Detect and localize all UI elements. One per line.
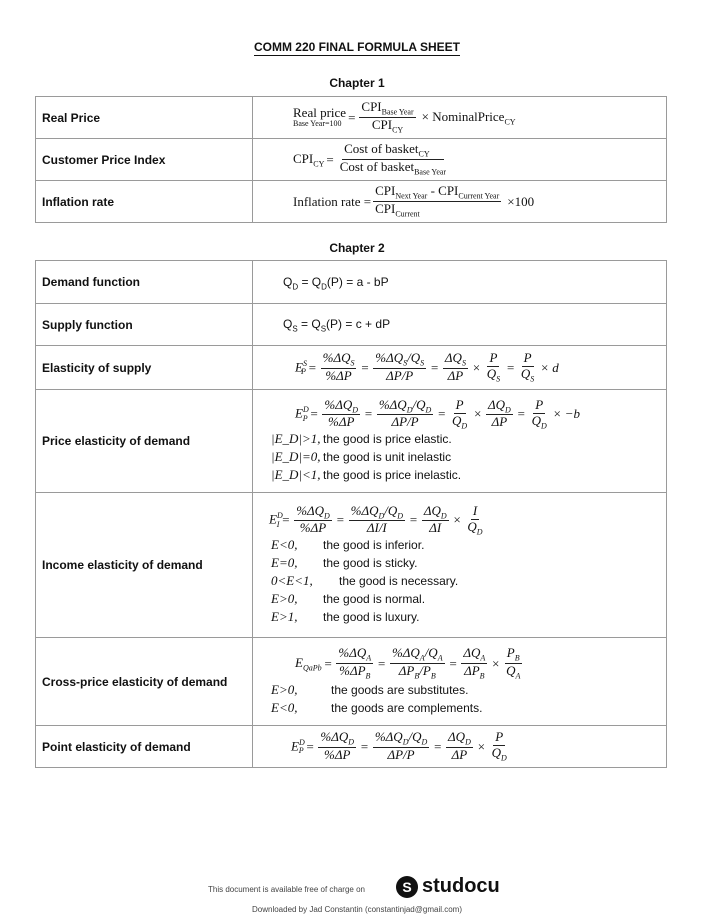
list-item: E>0, the good is normal. xyxy=(271,591,426,607)
table-row xyxy=(36,304,667,346)
row-label: Demand function xyxy=(36,261,253,304)
list-item: E=0, the good is sticky. xyxy=(271,555,418,571)
chapter-2-table xyxy=(35,260,667,768)
chapter-1-table xyxy=(35,96,667,223)
row-label: Income elasticity of demand xyxy=(36,493,253,638)
availability-note: This document is available free of charge on xyxy=(208,885,365,894)
list-item: 0<E<1, the good is necessary. xyxy=(271,573,459,589)
list-item: E>0, the goods are substitutes. xyxy=(271,681,469,697)
table-row xyxy=(36,261,667,304)
cross-price-elasticity-formula: $E_{QaPb}$ = $\frac{\%\Delta Q_A}{\%\Delta P_B}$ = $\frac{\%\Delta Q_A/Q_A}{\Delta P_B/P_B}$ = $\frac{\Delta Q_A}{\Delta P_B}$ × $\frac{P_B}{Q_A}$ E>0, the goods are substitutes. E<0, the goods are complements. xyxy=(253,638,667,726)
supply-function-formula: $Q_S = Q_S(P) = c$ + dP xyxy=(253,304,667,346)
row-label: Cross-price elasticity of demand xyxy=(36,638,253,726)
table-row xyxy=(36,97,667,139)
studocu-logo[interactable]: S studocu xyxy=(396,875,500,898)
row-label: Elasticity of supply xyxy=(36,346,253,390)
row-label: Customer Price Index xyxy=(36,139,253,181)
row-label: Real Price xyxy=(36,97,253,139)
list-item: E<0, the goods are complements. xyxy=(271,699,483,715)
chapter-2-heading: Chapter 2 xyxy=(329,241,385,255)
page-title: COMM 220 FINAL FORMULA SHEET xyxy=(253,40,460,54)
list-item: E<0, the good is inferior. xyxy=(271,537,425,553)
table-row xyxy=(36,139,667,181)
table-row xyxy=(36,181,667,223)
table-row xyxy=(36,638,667,726)
chapter-1-heading: Chapter 1 xyxy=(329,76,385,90)
price-elasticity-formula: $E^D_P$ = $\frac{\%\Delta Q_D}{\%\Delta P}$ = $\frac{\%\Delta Q_D/Q_D}{\Delta P/P}$ = $\frac{P}{Q_D}$ × $\frac{\Delta Q_D}{\Delta P}$ = $\frac{P}{Q_D}$ × −b |E_D|>1, the good is price elastic. |E_D|=0, the good is unit inelastic |E_D|<1, the good is price inelastic. xyxy=(253,390,667,493)
row-label: Supply function xyxy=(36,304,253,346)
income-elasticity-formula: $E^D_I$ = $\frac{\%\Delta Q_D}{\%\Delta P}$ = $\frac{\%\Delta Q_D/Q_D}{\Delta I/I}$ = $\frac{\Delta Q_D}{\Delta I}$ × $\frac{I}{Q_D}$ E<0, the good is inferior. E=0, the good is sticky. 0<E<1, the good is necessary. E>0, the good is normal. E>1, the good is luxury. xyxy=(253,493,667,638)
table-row xyxy=(36,493,667,638)
real-price-formula: Real price Base Year=100 = $\frac{CPI_{Base Year}}{CPI_{CY}}$ × NominalPrice$_{CY}$ xyxy=(253,97,667,139)
row-label: Price elasticity of demand xyxy=(36,390,253,493)
table-row xyxy=(36,390,667,493)
row-label: Inflation rate xyxy=(36,181,253,223)
list-item: |E_D|<1, the good is price inelastic. xyxy=(271,467,462,483)
table-row xyxy=(36,726,667,768)
list-item: |E_D|>1, the good is price elastic. xyxy=(271,431,452,447)
table-row xyxy=(36,346,667,390)
inflation-formula: Inflation rate = $\frac{CPI_{Next Year} - CPI_{Current Year}}{CPI_{Current}}$ ×100 xyxy=(253,181,667,223)
list-item: |E_D|=0, the good is unit inelastic xyxy=(271,449,452,465)
point-elasticity-formula: $E^D_P$ = $\frac{\%\Delta Q_D}{\%\Delta P}$ = $\frac{\%\Delta Q_D/Q_D}{\Delta P/P}$ = $\frac{\Delta Q_D}{\Delta P}$ × $\frac{P}{Q_D}$ xyxy=(253,726,667,768)
elasticity-of-supply-formula: $E^S_P$ = $\frac{\%\Delta Q_S}{\%\Delta P}$ = $\frac{\%\Delta Q_S/Q_S}{\Delta P/P}$ = $\frac{\Delta Q_S}{\Delta P}$ × $\frac{P}{Q_S}$ = $\frac{P}{Q_S}$ × d xyxy=(253,346,667,390)
row-label: Point elasticity of demand xyxy=(36,726,253,768)
demand-function-formula: $Q_D = Q_D(P) = a$ - bP xyxy=(253,261,667,304)
list-item: E>1, the good is luxury. xyxy=(271,609,420,625)
cpi-formula: $CPI_{CY}$ = $\frac{Cost of basket_{CY}}{Cost of basket_{Base Year}}$ xyxy=(253,139,667,181)
download-note: Downloaded by Jad Constantin (constantinjad@gmail.com) xyxy=(251,905,462,914)
studocu-icon: S xyxy=(396,876,418,898)
